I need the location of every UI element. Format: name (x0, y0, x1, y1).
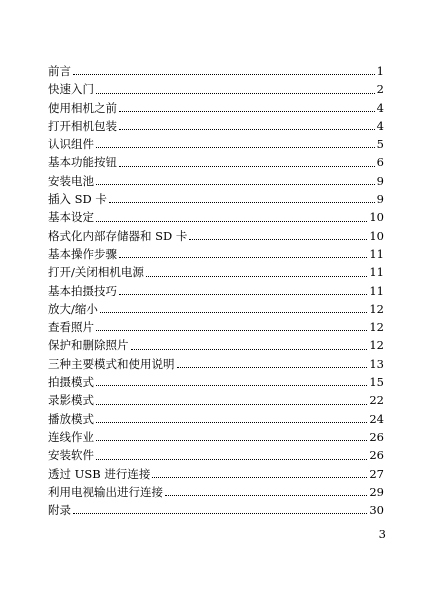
toc-entry-title: 使用相机之前 (48, 100, 117, 115)
toc-entry-page-number: 12 (369, 338, 384, 353)
toc-entry-title: 利用电视输出进行连接 (48, 484, 163, 499)
toc-entry-page-number: 2 (376, 82, 384, 97)
toc-entry[interactable] (48, 465, 384, 483)
toc-entry[interactable] (48, 428, 384, 446)
toc-entry-page-number: 11 (369, 246, 384, 261)
toc-entry-title: 基本设定 (48, 210, 94, 225)
toc-entry[interactable] (48, 263, 384, 281)
dot-leader (73, 512, 367, 514)
toc-entry-title: 三种主要模式和使用说明 (48, 356, 175, 371)
toc-entry-page-number: 11 (369, 283, 384, 298)
toc-entry[interactable] (48, 446, 384, 464)
dot-leader (96, 403, 367, 405)
toc-entry-page-number: 5 (376, 137, 384, 152)
dot-leader (119, 110, 375, 112)
toc-entry-title: 保护和删除照片 (48, 338, 129, 353)
toc-entry-page-number: 11 (369, 265, 384, 280)
toc-entry[interactable] (48, 501, 384, 519)
toc-entry-page-number: 10 (369, 228, 384, 243)
toc-entry[interactable] (48, 117, 384, 135)
toc-entry-title: 安装软件 (48, 448, 94, 463)
toc-entry[interactable] (48, 99, 384, 117)
toc-entry-title: 安装电池 (48, 173, 94, 188)
table-of-contents (48, 62, 384, 519)
toc-entry-page-number: 13 (369, 356, 384, 371)
dot-leader (146, 275, 367, 277)
toc-entry-title: 认识组件 (48, 137, 94, 152)
toc-entry[interactable] (48, 245, 384, 263)
toc-entry[interactable] (48, 227, 384, 245)
toc-entry-page-number: 27 (369, 466, 384, 481)
dot-leader (119, 293, 367, 295)
dot-leader (177, 366, 368, 368)
toc-entry-page-number: 9 (376, 173, 384, 188)
toc-entry-page-number: 10 (369, 210, 384, 225)
toc-entry-title: 放大/缩小 (48, 301, 98, 316)
toc-entry-title: 前言 (48, 64, 71, 78)
toc-entry-page-number: 12 (369, 320, 384, 335)
dot-leader (119, 128, 375, 130)
toc-entry[interactable] (48, 153, 384, 171)
toc-entry-title: 基本功能按钮 (48, 155, 117, 170)
toc-entry[interactable] (48, 410, 384, 428)
dot-leader (96, 421, 367, 423)
dot-leader (131, 348, 368, 350)
toc-entry-title: 查看照片 (48, 320, 94, 335)
toc-entry[interactable] (48, 172, 384, 190)
toc-entry-title: 连线作业 (48, 429, 94, 444)
toc-entry-page-number: 1 (376, 64, 384, 78)
toc-entry-title: 播放模式 (48, 411, 94, 426)
toc-entry[interactable] (48, 391, 384, 409)
dot-leader (119, 165, 375, 167)
toc-entry-title: 格式化内部存储器和 SD 卡 (48, 228, 188, 243)
toc-entry-page-number: 22 (369, 393, 384, 408)
dot-leader (119, 256, 367, 258)
toc-entry-title: 拍摄模式 (48, 375, 94, 390)
toc-entry[interactable] (48, 318, 384, 336)
dot-leader (96, 92, 375, 94)
dot-leader (100, 311, 367, 313)
toc-entry-page-number: 9 (376, 192, 384, 207)
toc-entry-page-number: 24 (369, 411, 384, 426)
dot-leader (96, 146, 375, 148)
toc-entry-title: 打开相机包装 (48, 118, 117, 133)
toc-entry-page-number: 26 (369, 429, 384, 444)
toc-entry[interactable] (48, 282, 384, 300)
toc-entry-title: 附录 (48, 503, 71, 518)
toc-entry-page-number: 4 (376, 118, 384, 133)
toc-entry-page-number: 4 (376, 100, 384, 115)
toc-entry-page-number: 29 (369, 484, 384, 499)
toc-entry-title: 基本操作步骤 (48, 246, 117, 261)
toc-entry[interactable] (48, 62, 384, 80)
toc-entry-title: 录影模式 (48, 393, 94, 408)
dot-leader (73, 73, 375, 75)
toc-entry-page-number: 15 (369, 375, 384, 390)
toc-entry-page-number: 30 (369, 503, 384, 518)
toc-entry-title: 快速入门 (48, 82, 94, 97)
dot-leader (152, 476, 367, 478)
toc-entry[interactable] (48, 483, 384, 501)
toc-entry-page-number: 6 (376, 155, 384, 170)
toc-entry-title: 基本拍摄技巧 (48, 283, 117, 298)
toc-entry[interactable] (48, 190, 384, 208)
dot-leader (96, 183, 375, 185)
dot-leader (96, 384, 367, 386)
dot-leader (165, 494, 367, 496)
toc-entry-page-number: 12 (369, 301, 384, 316)
toc-entry[interactable] (48, 80, 384, 98)
toc-entry[interactable] (48, 135, 384, 153)
toc-entry-title: 透过 USB 进行连接 (48, 466, 151, 481)
toc-entry-title: 插入 SD 卡 (48, 192, 107, 207)
dot-leader (96, 439, 367, 441)
dot-leader (189, 238, 367, 240)
page-number: 3 (378, 527, 386, 541)
toc-entry-title: 打开/关闭相机电源 (48, 265, 144, 280)
toc-entry[interactable] (48, 300, 384, 318)
toc-entry[interactable] (48, 336, 384, 354)
toc-entry[interactable] (48, 208, 384, 226)
dot-leader (96, 220, 367, 222)
toc-entry[interactable] (48, 355, 384, 373)
dot-leader (109, 201, 375, 203)
toc-entry-page-number: 26 (369, 448, 384, 463)
toc-entry[interactable] (48, 373, 384, 391)
dot-leader (96, 329, 367, 331)
dot-leader (96, 458, 367, 460)
